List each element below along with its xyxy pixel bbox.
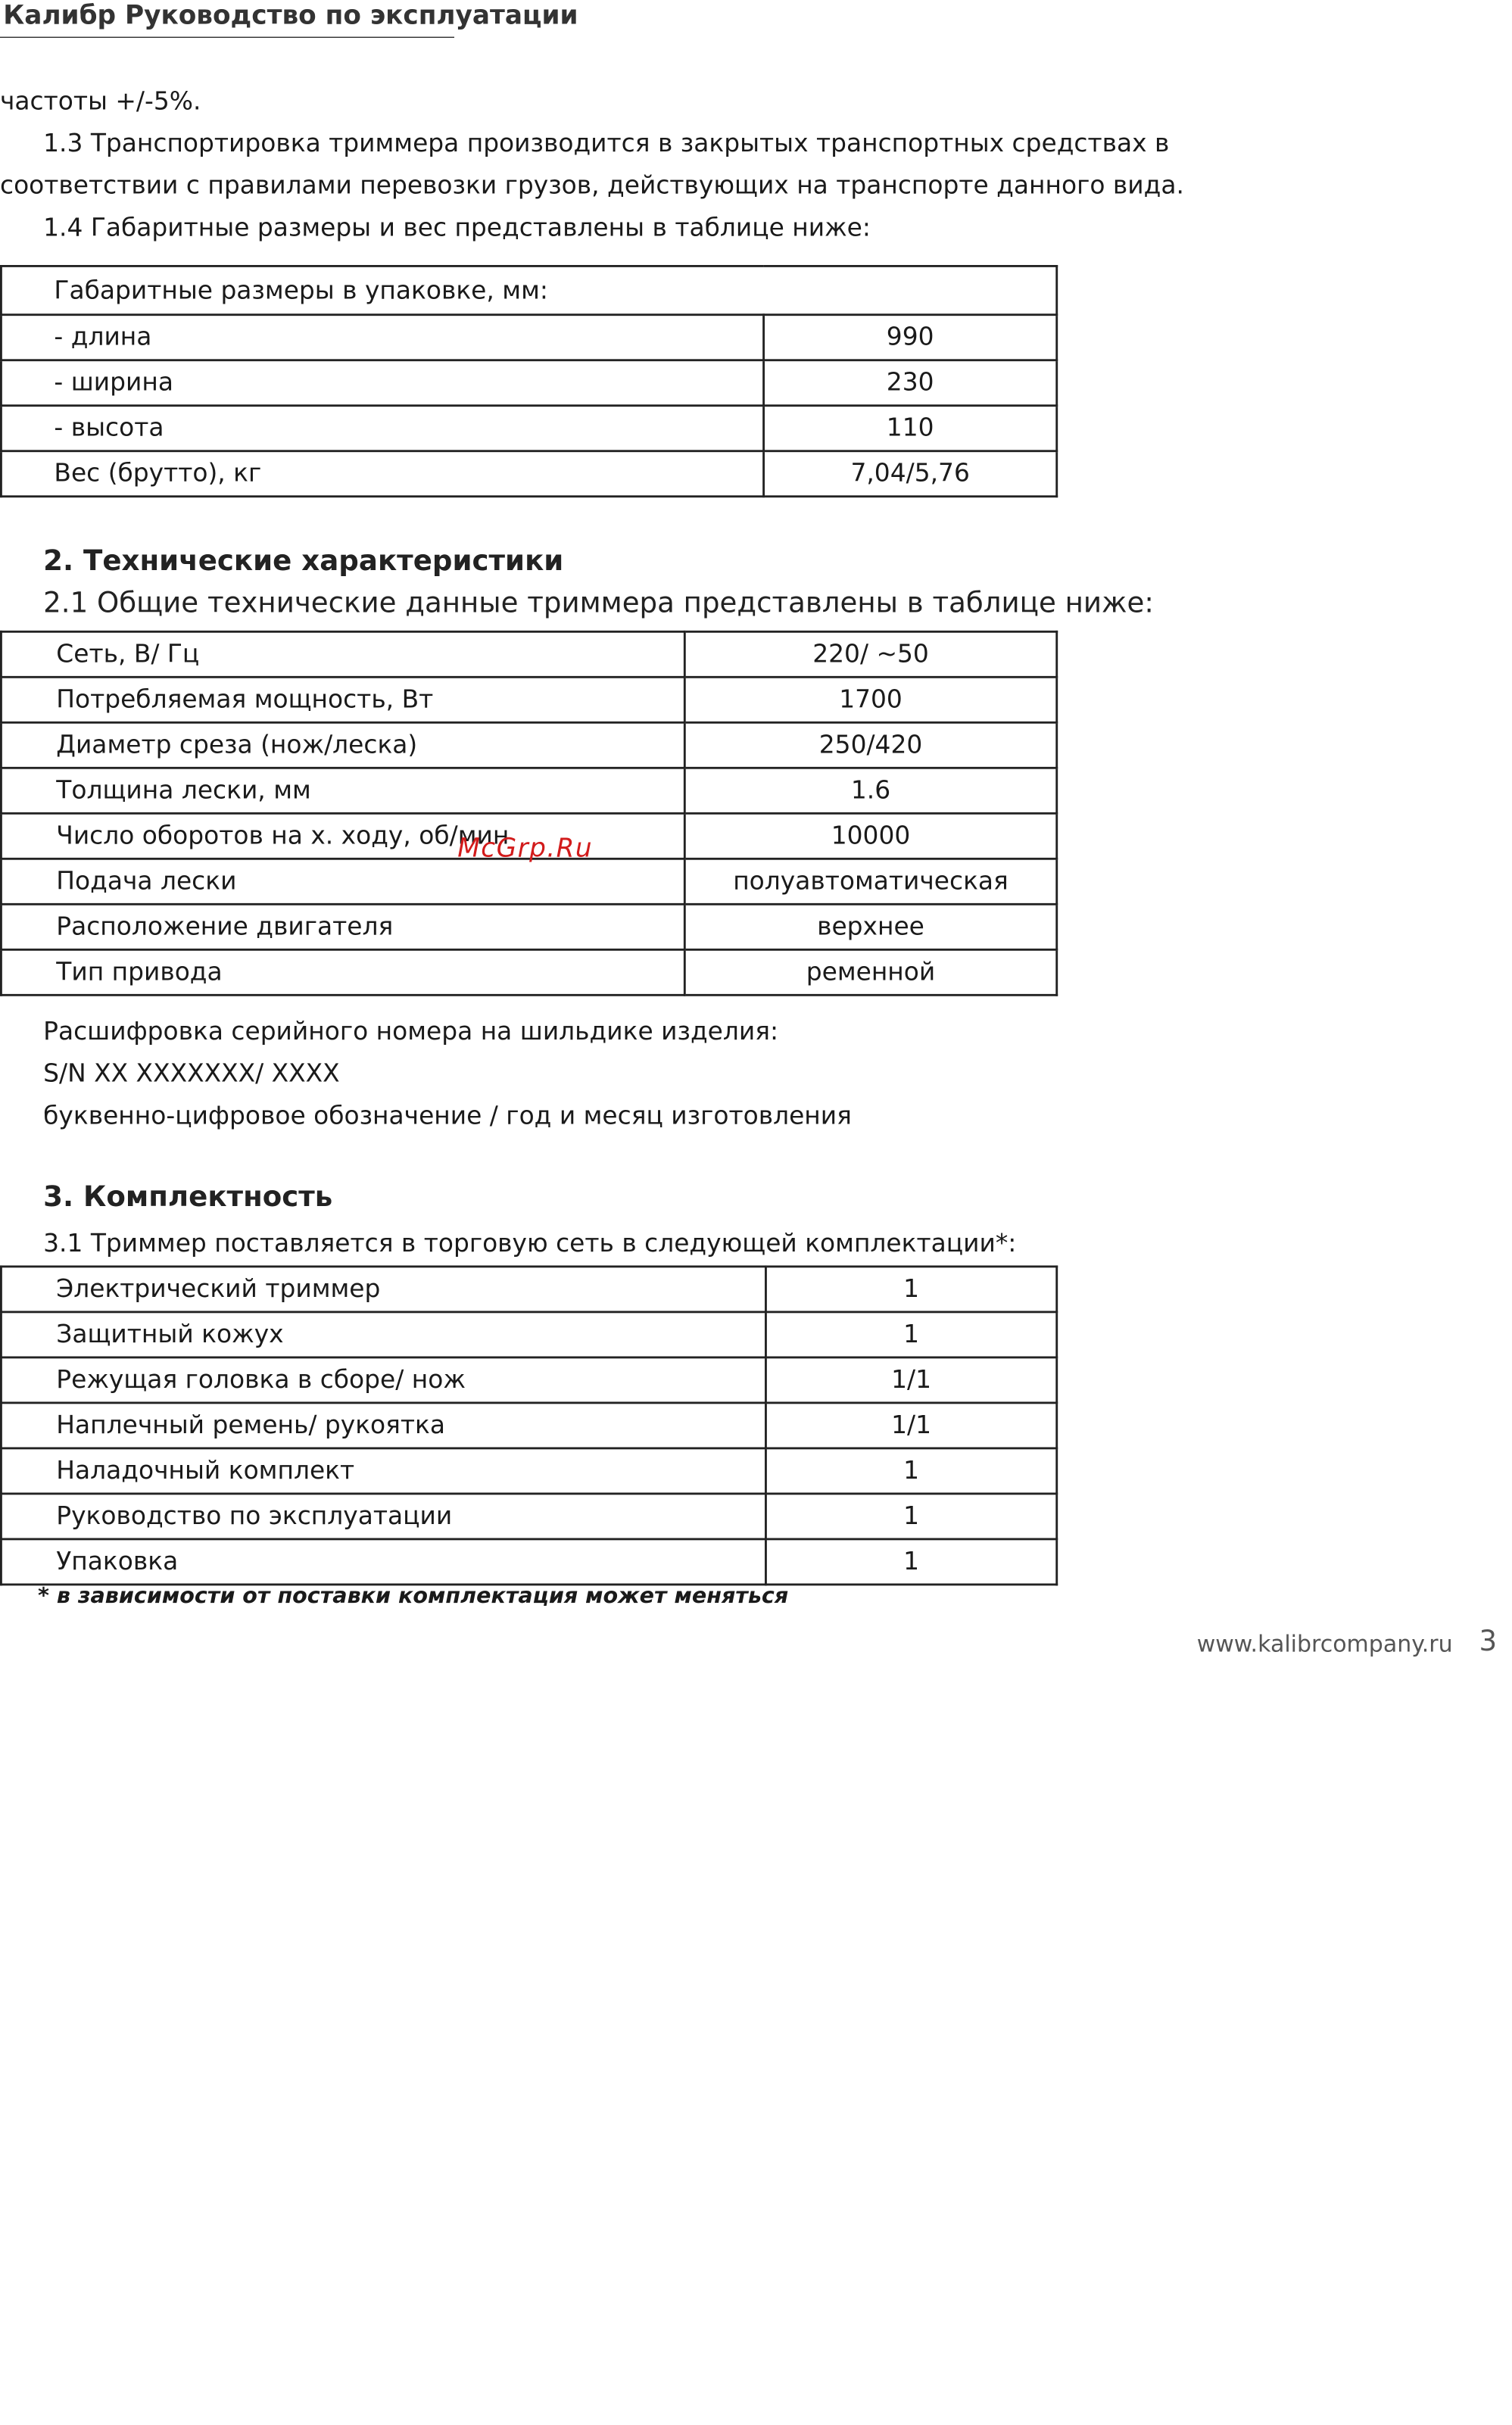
table-row [1, 631, 1056, 677]
table-row [1, 722, 1056, 768]
table-row [1, 904, 1056, 949]
section-2-subtitle: 2.1 Общие технические данные триммера представлены в таблице ниже: [43, 587, 1154, 620]
table-cell-label: Диаметр среза (нож/леска) [1, 722, 684, 768]
footer-url: www.kalibrcompany.ru [1196, 1631, 1453, 1657]
table-cell-value: 1 [765, 1448, 1056, 1494]
table-cell-value: 1700 [684, 677, 1056, 722]
table-row [1, 1312, 1056, 1357]
intro-line-1: частоты +/-5%. [0, 87, 201, 116]
contents-table [0, 1265, 1058, 1585]
table-cell-label: Подача лески [1, 859, 684, 904]
table-cell-value: 1 [765, 1312, 1056, 1357]
table-row [1, 360, 1056, 406]
table-cell-label: Расположение двигателя [1, 904, 684, 949]
table-cell-label: Электрический триммер [1, 1267, 765, 1312]
table-row [1, 266, 1056, 314]
table-cell-value: 230 [764, 360, 1057, 406]
intro-line-3: соответствии с правилами перевозки грузов, действующих на транспорте данного вида. [0, 172, 1184, 201]
table-cell-label: - высота [1, 406, 763, 451]
table-cell-label: Вес (брутто), кг [1, 451, 763, 497]
table-row [1, 1448, 1056, 1494]
intro-line-4: 1.4 Габаритные размеры и вес представлены в таблице ниже: [43, 214, 871, 243]
table-cell-label: Наплечный ремень/ рукоятка [1, 1403, 765, 1448]
table-cell-value: 1 [765, 1539, 1056, 1585]
table-cell-value: 250/420 [684, 722, 1056, 768]
table-cell-value: 1/1 [765, 1403, 1056, 1448]
serial-line-2: S/N XX XXXXXXX/ XXXX [43, 1060, 340, 1089]
table-row [1, 1539, 1056, 1585]
table-cell-label: Режущая головка в сборе/ нож [1, 1357, 765, 1403]
table-row [1, 859, 1056, 904]
table-cell-value: 1.6 [684, 768, 1056, 813]
table-cell-label: Потребляемая мощность, Вт [1, 677, 684, 722]
dimensions-table-header: Габаритные размеры в упаковке, мм: [1, 266, 1056, 314]
table-cell-value: ременной [684, 949, 1056, 995]
table-row [1, 1267, 1056, 1312]
running-header: Калибр Руководство по эксплуатации [3, 0, 578, 31]
table-cell-value: 990 [764, 315, 1057, 360]
table-cell-value: 110 [764, 406, 1057, 451]
footnote: * в зависимости от поставки комплектация может меняться [38, 1582, 789, 1609]
table-cell-label: Число оборотов на х. ходу, об/мин [1, 813, 684, 859]
dimensions-table [0, 265, 1058, 497]
table-cell-value: верхнее [684, 904, 1056, 949]
table-row [1, 677, 1056, 722]
table-cell-value: 1 [765, 1267, 1056, 1312]
table-row [1, 315, 1056, 360]
table-cell-label: - ширина [1, 360, 763, 406]
table-cell-value: 10000 [684, 813, 1056, 859]
table-cell-value: 1 [765, 1494, 1056, 1539]
table-cell-label: - длина [1, 315, 763, 360]
table-row [1, 768, 1056, 813]
table-cell-value: 1/1 [765, 1357, 1056, 1403]
intro-line-2: 1.3 Транспортировка триммера производится в закрытых транспортных средствах в [43, 129, 1170, 158]
page-number: 3 [1479, 1625, 1498, 1659]
watermark: McGrp.Ru [457, 833, 594, 864]
section-2-title: 2. Технические характеристики [43, 545, 564, 578]
table-cell-value: 7,04/5,76 [764, 451, 1057, 497]
table-cell-value: 220/ ~50 [684, 631, 1056, 677]
table-row [1, 1403, 1056, 1448]
table-cell-label: Тип привода [1, 949, 684, 995]
table-row [1, 406, 1056, 451]
table-cell-label: Упаковка [1, 1539, 765, 1585]
section-3-title: 3. Комплектность [43, 1181, 333, 1214]
table-row [1, 1357, 1056, 1403]
section-3-subtitle: 3.1 Триммер поставляется в торговую сеть в следующей комплектации*: [43, 1230, 1017, 1258]
table-row [1, 949, 1056, 995]
specs-table [0, 631, 1058, 996]
serial-line-1: Расшифровка серийного номера на шильдике изделия: [43, 1018, 779, 1046]
serial-line-3: буквенно-цифровое обозначение / год и месяц изготовления [43, 1102, 852, 1130]
table-cell-label: Толщина лески, мм [1, 768, 684, 813]
table-row [1, 1494, 1056, 1539]
table-row [1, 451, 1056, 497]
table-cell-label: Сеть, В/ Гц [1, 631, 684, 677]
table-cell-label: Наладочный комплект [1, 1448, 765, 1494]
table-cell-value: полуавтоматическая [684, 859, 1056, 904]
header-divider [0, 37, 454, 38]
table-cell-label: Защитный кожух [1, 1312, 765, 1357]
table-cell-label: Руководство по эксплуатации [1, 1494, 765, 1539]
